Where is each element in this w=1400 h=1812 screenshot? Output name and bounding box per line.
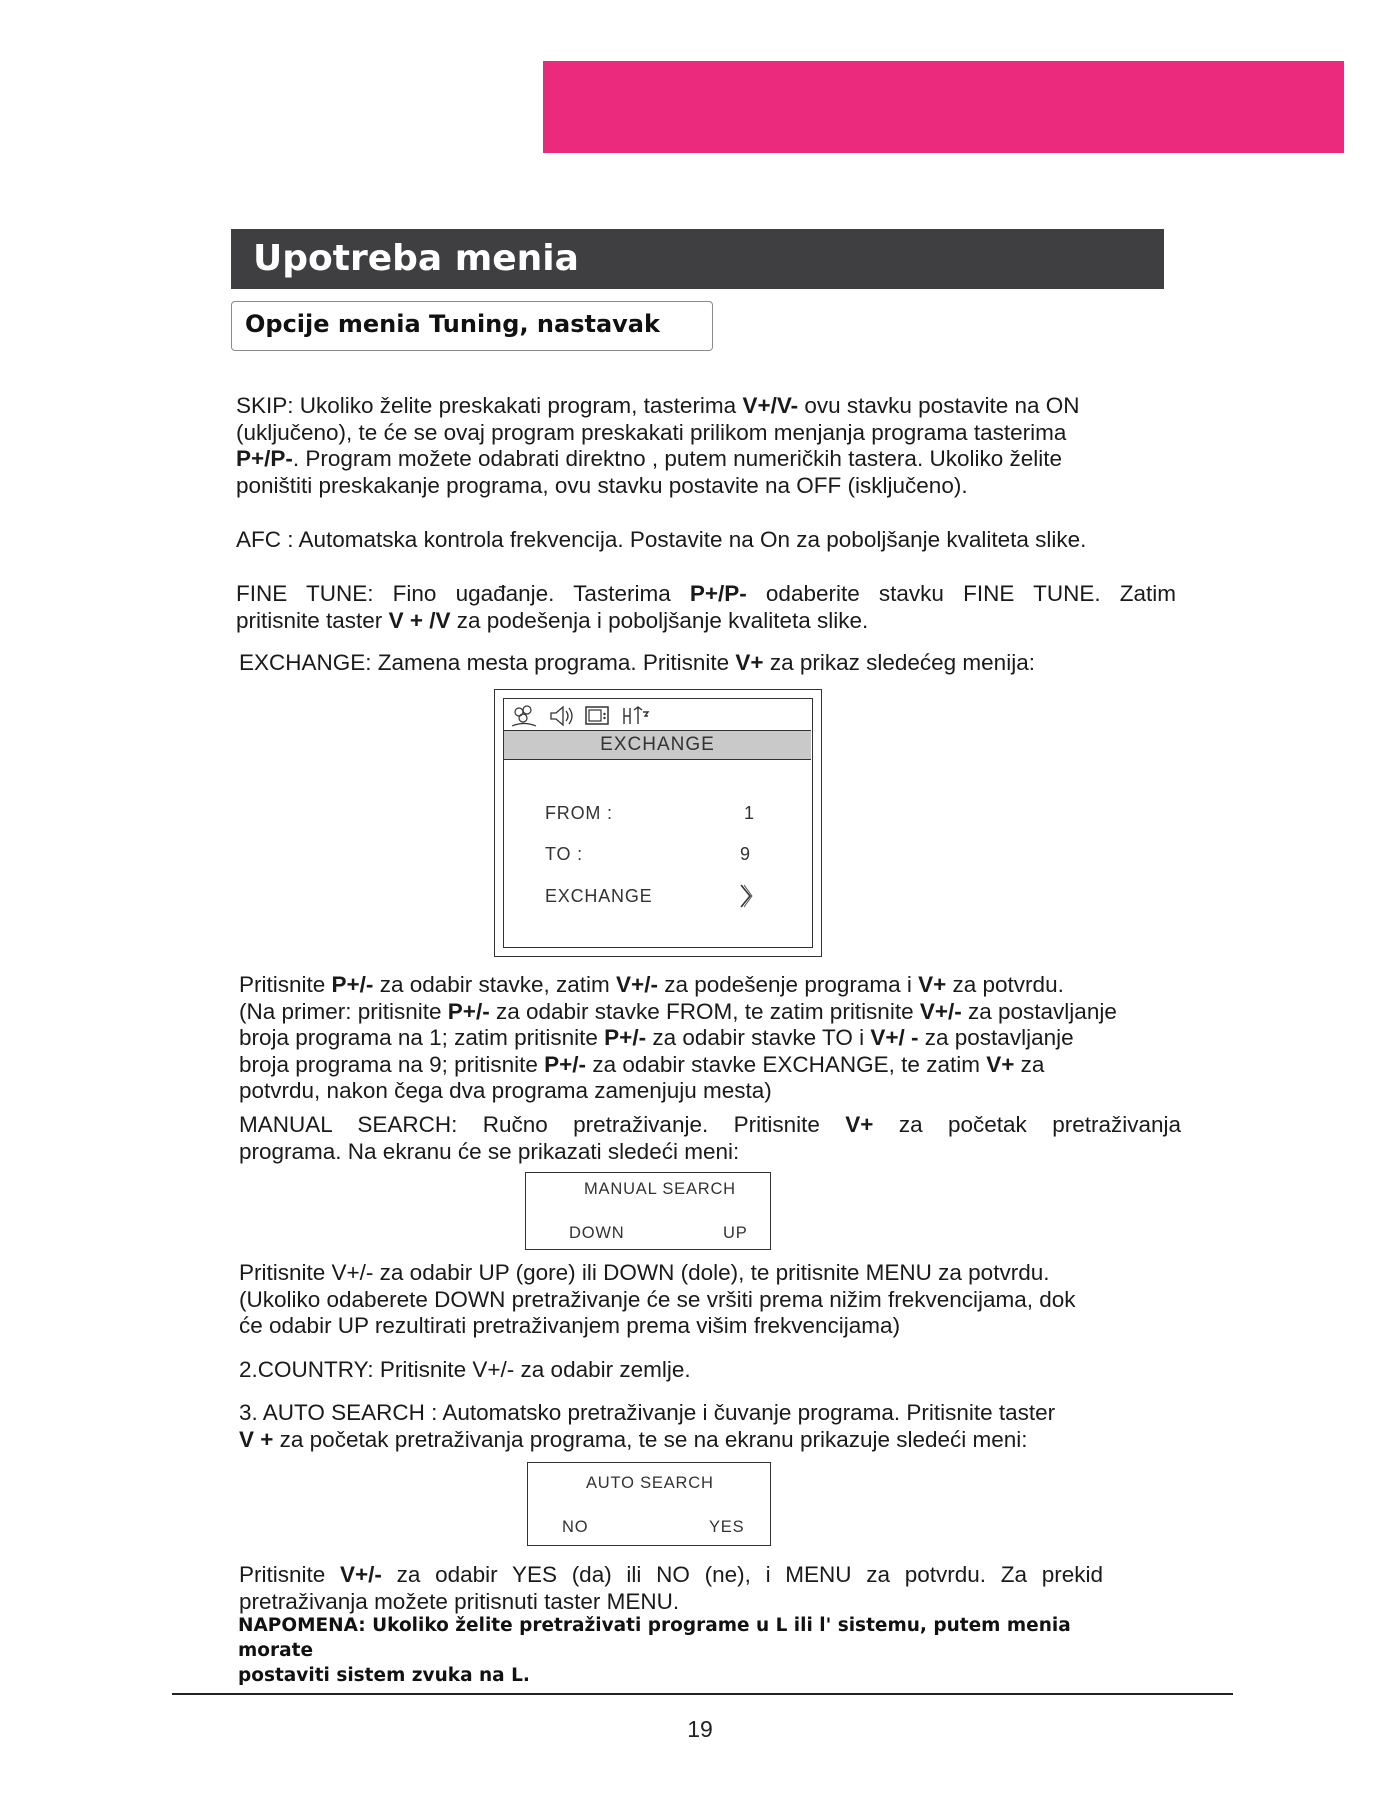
key-label: V+/-	[919, 998, 962, 1024]
skip-text: SKIP: Ukoliko želite preskakati program, tasterima	[236, 393, 743, 418]
menu-icon-bar	[510, 703, 650, 729]
key-label: P+/P-	[236, 446, 293, 471]
key-label: V+	[735, 650, 764, 675]
exchange-text: EXCHANGE: Zamena mesta programa. Pritisnite	[239, 650, 736, 675]
instr-text: za	[1014, 1051, 1045, 1077]
fine-tune-paragraph	[236, 581, 1176, 634]
exchange-text: za prikaz sledećeg menija:	[763, 650, 1035, 675]
fine-tune-text: pritisnite taster	[236, 607, 389, 633]
manual-text: za početak pretraživanja	[873, 1112, 1182, 1137]
key-label: P+/-	[604, 1025, 647, 1050]
key-label: V +	[239, 1426, 274, 1452]
key-label: V+	[845, 1112, 874, 1137]
chevron-right-icon	[738, 883, 754, 909]
auto-menu-title: AUTO SEARCH	[586, 1474, 714, 1492]
manual-search-instructions	[239, 1260, 1199, 1340]
speaker-icon	[548, 704, 574, 728]
note-text: postaviti sistem zvuka na L.	[238, 1665, 530, 1686]
exchange-menu-diagram	[494, 689, 822, 957]
key-label: V+	[918, 972, 947, 997]
skip-text: (uključeno), te će se ovaj program preskakati prilikom menjanja programa tasterima	[236, 419, 1067, 445]
country-paragraph	[239, 1357, 1179, 1384]
instr-text: za podešenje programa i	[657, 972, 919, 997]
skip-text: poništiti preskakanje programa, ovu stavku postavite na OFF (isključeno).	[236, 472, 968, 498]
to-label: TO :	[545, 844, 583, 864]
instr-text: broja programa na 1; zatim pritisnite	[239, 1025, 605, 1050]
auto-instr-text: Pritisnite	[239, 1562, 340, 1587]
tv-screen-icon	[584, 704, 610, 728]
footer-divider	[172, 1693, 1233, 1695]
manual-instr-text: Pritisnite V+/- za odabir UP (gore) ili DOWN (dole), te pritisnite MENU za potvrdu.	[239, 1260, 1050, 1285]
key-label: V+/-	[340, 1562, 382, 1587]
note-paragraph	[238, 1613, 1143, 1688]
key-label: P+/-	[447, 998, 490, 1024]
auto-instr-text: za odabir YES (da) ili NO (ne), i MENU za potvrdu. Za prekid	[381, 1562, 1104, 1587]
instr-text: za potvrdu.	[946, 972, 1064, 997]
instr-text: za odabir stavke, zatim	[373, 972, 617, 997]
instr-text: potvrdu, nakon čega dva programa zamenjuju mesta)	[239, 1078, 772, 1103]
section-title: Upotreba menia	[231, 229, 1164, 289]
auto-menu-no: NO	[562, 1518, 589, 1536]
key-label: P+/-	[544, 1051, 587, 1077]
manual-text: MANUAL SEARCH: Ručno pretraživanje. Pritisnite	[239, 1112, 846, 1137]
auto-menu-yes: YES	[709, 1518, 745, 1536]
skip-text: ovu stavku postavite na ON	[798, 393, 1080, 418]
key-label: V+/V-	[742, 393, 799, 418]
fine-tune-text: za podešenja i poboljšanje kvaliteta slike.	[450, 607, 869, 633]
instr-text: za odabir stavke TO i	[646, 1025, 871, 1050]
manual-instr-text: će odabir UP rezultirati pretraživanjem prema višim frekvencijama)	[239, 1313, 901, 1338]
instr-text: Pritisnite	[239, 972, 332, 997]
note-text: NAPOMENA: Ukoliko želite pretraživati programe u L ili l' sistemu, putem menia morate	[238, 1615, 1071, 1661]
header-accent-bar	[543, 61, 1344, 153]
from-value: 1	[744, 803, 755, 823]
auto-instr-text: pretraživanja možete pritisnuti taster MENU.	[239, 1588, 680, 1614]
subsection-title: Opcije menia Tuning, nastavak	[231, 301, 713, 351]
auto-text: za početak pretraživanja programa, te se na ekranu prikazuje sledeći meni:	[273, 1426, 1028, 1452]
key-label: V+/ -	[870, 1025, 919, 1050]
fine-tune-text: FINE TUNE: Fino ugađanje. Tasterima	[236, 581, 690, 606]
key-label: V+/-	[616, 972, 658, 997]
exchange-action-label: EXCHANGE	[545, 886, 653, 906]
key-label: P+/P-	[689, 581, 747, 606]
instr-text: za postavljanje	[918, 1025, 1074, 1050]
instr-text: broja programa na 9; pritisnite	[239, 1051, 545, 1077]
instr-text: (Na primer: pritisnite	[239, 998, 448, 1024]
instr-text: za postavljanje	[961, 998, 1117, 1024]
afc-text: AFC : Automatska kontrola frekvencija. Postavite na On za poboljšanje kvaliteta slike.	[236, 527, 1087, 552]
exchange-instructions	[239, 972, 1199, 1105]
auto-search-instructions	[239, 1562, 1103, 1615]
to-value: 9	[740, 844, 751, 864]
key-label: V + /V	[388, 607, 451, 633]
picture-settings-icon	[510, 704, 538, 728]
exchange-paragraph	[239, 650, 1179, 677]
manual-search-menu	[525, 1172, 771, 1250]
manual-search-paragraph	[239, 1112, 1181, 1165]
tuning-icon	[620, 704, 650, 728]
auto-search-paragraph	[239, 1400, 1199, 1453]
exchange-menu-frame	[503, 698, 813, 948]
manual-menu-up: UP	[723, 1224, 748, 1242]
exchange-menu-title: EXCHANGE	[504, 730, 811, 760]
instr-text: za odabir stavke EXCHANGE, te zatim	[586, 1051, 987, 1077]
auto-text: 3. AUTO SEARCH : Automatsko pretraživanje i čuvanje programa. Pritisnite taster	[239, 1400, 1056, 1425]
from-label: FROM :	[545, 803, 613, 823]
manual-menu-down: DOWN	[569, 1224, 625, 1242]
key-label: P+/-	[331, 972, 374, 997]
afc-paragraph	[236, 527, 1236, 554]
auto-search-menu	[527, 1462, 771, 1546]
country-text: 2.COUNTRY: Pritisnite V+/- za odabir zemlje.	[239, 1357, 691, 1382]
skip-paragraph	[236, 393, 1186, 499]
manual-text: programa. Na ekranu će se prikazati sledeći meni:	[239, 1138, 740, 1164]
instr-text: za odabir stavke FROM, te zatim pritisnite	[489, 998, 920, 1024]
page-number: 19	[687, 1716, 713, 1742]
manual-instr-text: (Ukoliko odaberete DOWN pretraživanje će se vršiti prema nižim frekvencijama, dok	[239, 1286, 1076, 1312]
manual-menu-title: MANUAL SEARCH	[584, 1180, 736, 1198]
key-label: V+	[986, 1051, 1015, 1077]
fine-tune-text: odaberite stavku FINE TUNE. Zatim	[746, 581, 1176, 606]
skip-text: . Program možete odabrati direktno , putem numeričkih tastera. Ukoliko želite	[292, 446, 1062, 471]
